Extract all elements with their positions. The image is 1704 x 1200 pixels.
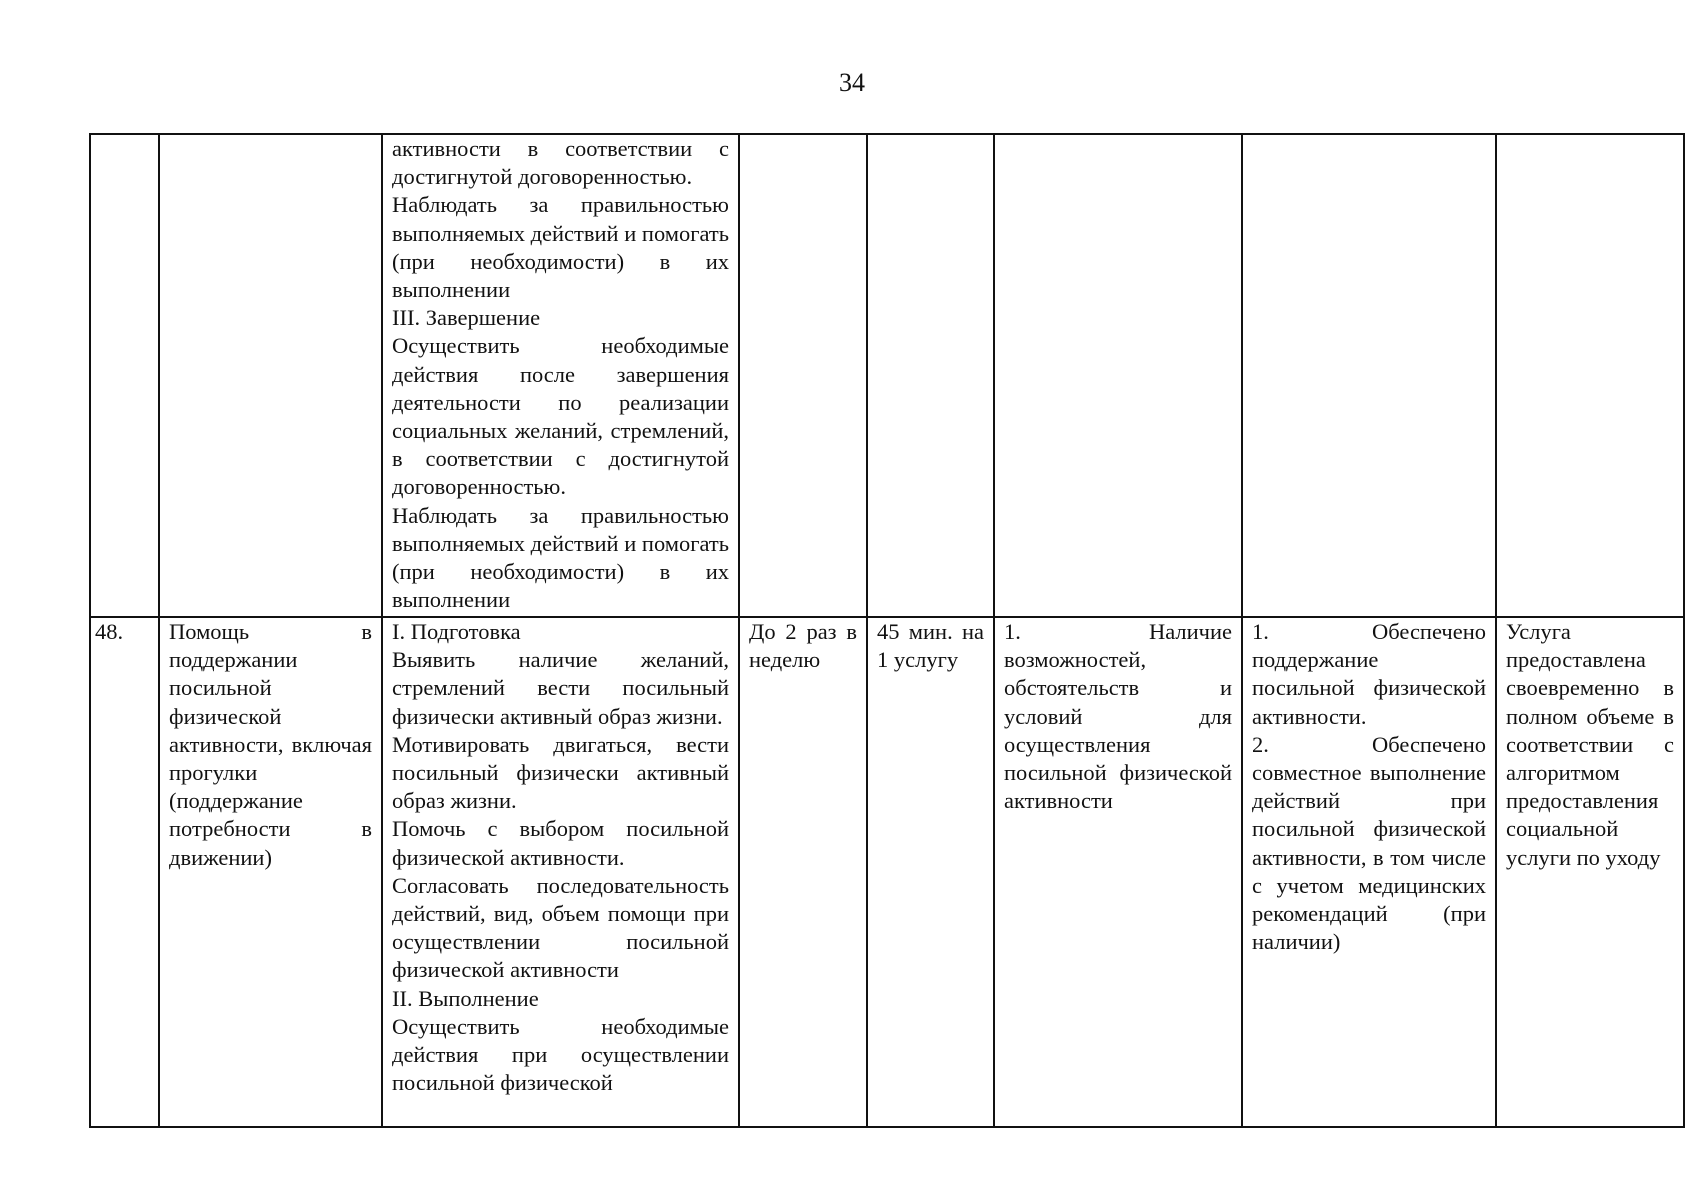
- quality-cell: [1496, 134, 1684, 617]
- description-paragraph: Выявить наличие желаний, стремлений вести посильный физически активный образ жизни.: [392, 647, 729, 729]
- time-cell: [867, 134, 994, 617]
- service-number-cell: [90, 134, 159, 617]
- time-cell: 45 мин. на 1 услугу: [867, 617, 994, 1127]
- description-paragraph: Осуществить необходимые действия при осуществлении посильной физической: [392, 1013, 729, 1096]
- description-paragraph: III. Завершение: [392, 305, 541, 331]
- description-paragraph: активности в соответствии с достигнутой договоренностью.: [392, 136, 729, 190]
- result-item: 1. Обеспечено поддержание посильной физической активности.: [1252, 619, 1486, 729]
- table-row: [90, 617, 1684, 1127]
- results-cell: [1242, 617, 1496, 1127]
- table-row: [90, 134, 1684, 617]
- results-cell: [1242, 134, 1496, 617]
- description-paragraph: Мотивировать двигаться, вести посильный физически активный образ жизни.: [392, 731, 729, 814]
- conditions-cell: [994, 617, 1242, 1127]
- description-paragraph: Наблюдать за правильностью выполняемых действий и помогать (при необходимости) в их выполнении: [392, 192, 729, 303]
- service-description-cell: [382, 617, 739, 1127]
- service-name-cell: [159, 134, 382, 617]
- conditions-cell: [994, 134, 1242, 617]
- services-table: [89, 133, 1685, 1128]
- service-number-cell: 48.: [90, 617, 159, 1127]
- description-paragraph: Наблюдать за правильностью выполняемых действий и помогать (при необходимости) в их выполнении: [392, 502, 729, 613]
- service-description-cell: [382, 134, 739, 617]
- description-paragraph: Помочь с выбором посильной физической активности.: [392, 816, 729, 870]
- result-item: 2. Обеспечено совместное выполнение действий при посильной физической активности, в том числе с учетом медицинских рекомендаций (при наличии): [1252, 731, 1486, 955]
- description-paragraph: Согласовать последовательность действий, вид, объем помощи при осуществлении посильной физической активности: [392, 872, 729, 983]
- frequency-cell: [739, 134, 867, 617]
- condition-item: 1. Наличие возможностей, обстоятельств и условий для осуществления посильной физической активности: [1004, 619, 1232, 814]
- description-paragraph: II. Выполнение: [392, 985, 539, 1011]
- page-number: 34: [839, 68, 865, 97]
- description-paragraph: Осуществить необходимые действия после завершения деятельности по реализации социальных желаний, стремлений, в соответствии с достигнутой договоренностью.: [392, 333, 729, 500]
- frequency-cell: До 2 раз в неделю: [739, 617, 867, 1127]
- quality-cell: Услуга предоставлена своевременно в полном объеме в соответствии с алгоритмом предоставления социальной услуги по уходу: [1496, 617, 1684, 1127]
- service-name-cell: Помощь в поддержании посильной физической активности, включая прогулки (поддержание потребности в движении): [159, 617, 382, 1127]
- description-paragraph: I. Подготовка: [392, 619, 521, 644]
